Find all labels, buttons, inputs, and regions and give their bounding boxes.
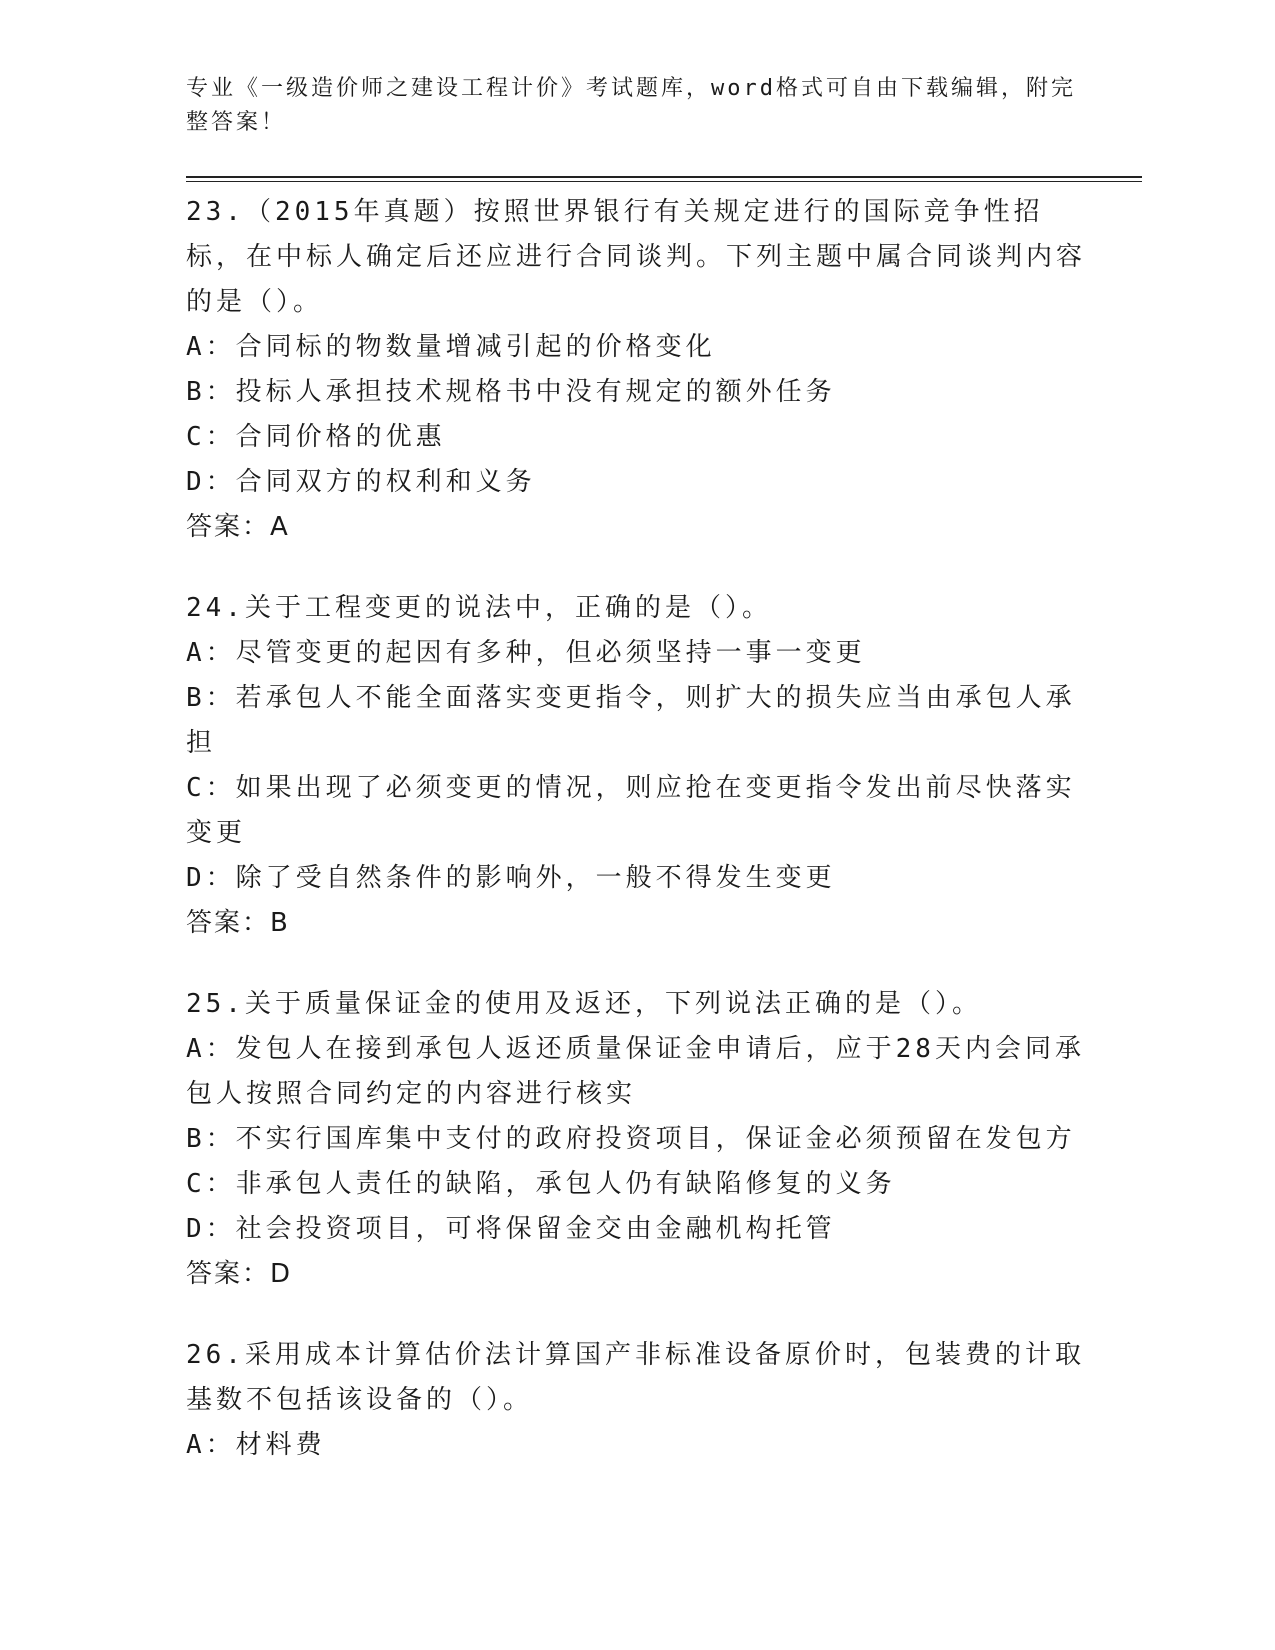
option-c: C：合同价格的优惠: [186, 422, 446, 452]
option-b: B：不实行国库集中支付的政府投资项目，保证金必须预留在发包方: [186, 1124, 1076, 1154]
option-a: A：尽管变更的起因有多种，但必须坚持一事一变更: [186, 638, 866, 668]
question-24: [186, 586, 1086, 946]
option-b: B：若承包人不能全面落实变更指令，则扩大的损失应当由承包人承担: [186, 683, 1076, 758]
question-list: [186, 190, 1086, 1504]
option-a: A：合同标的物数量增减引起的价格变化: [186, 332, 716, 362]
option-a: A：发包人在接到承包人返还质量保证金申请后，应于28天内会同承包人按照合同约定的内容进行核实: [186, 1034, 1085, 1109]
option-c: C：如果出现了必须变更的情况，则应抢在变更指令发出前尽快落实变更: [186, 773, 1076, 848]
question-25: [186, 982, 1086, 1297]
answer-line: 答案：A: [186, 512, 290, 542]
option-b: B：投标人承担技术规格书中没有规定的额外任务: [186, 377, 836, 407]
question-23: [186, 190, 1086, 550]
header-divider-thick: [186, 176, 1142, 178]
question-stem: 25.关于质量保证金的使用及返还，下列说法正确的是（）。: [186, 989, 982, 1019]
question-26: [186, 1333, 1086, 1468]
option-d: D：社会投资项目，可将保留金交由金融机构托管: [186, 1214, 836, 1244]
answer-line: 答案：D: [186, 1259, 293, 1289]
question-stem: 23.（2015年真题）按照世界银行有关规定进行的国际竞争性招标，在中标人确定后还应进行合同谈判。下列主题中属合同谈判内容的是（）。: [186, 197, 1087, 317]
option-a: A：材料费: [186, 1430, 326, 1460]
question-stem: 24.关于工程变更的说法中，正确的是（）。: [186, 593, 772, 623]
option-d: D：除了受自然条件的影响外，一般不得发生变更: [186, 863, 836, 893]
answer-line: 答案：B: [186, 908, 290, 938]
header-divider-thin: [186, 181, 1142, 182]
document-header: 专业《一级造价师之建设工程计价》考试题库，word格式可自由下载编辑，附完整答案！: [186, 76, 1076, 135]
option-c: C：非承包人责任的缺陷，承包人仍有缺陷修复的义务: [186, 1169, 896, 1199]
question-stem: 26.采用成本计算估价法计算国产非标准设备原价时，包装费的计取基数不包括该设备的（）。: [186, 1340, 1085, 1415]
option-d: D：合同双方的权利和义务: [186, 467, 536, 497]
